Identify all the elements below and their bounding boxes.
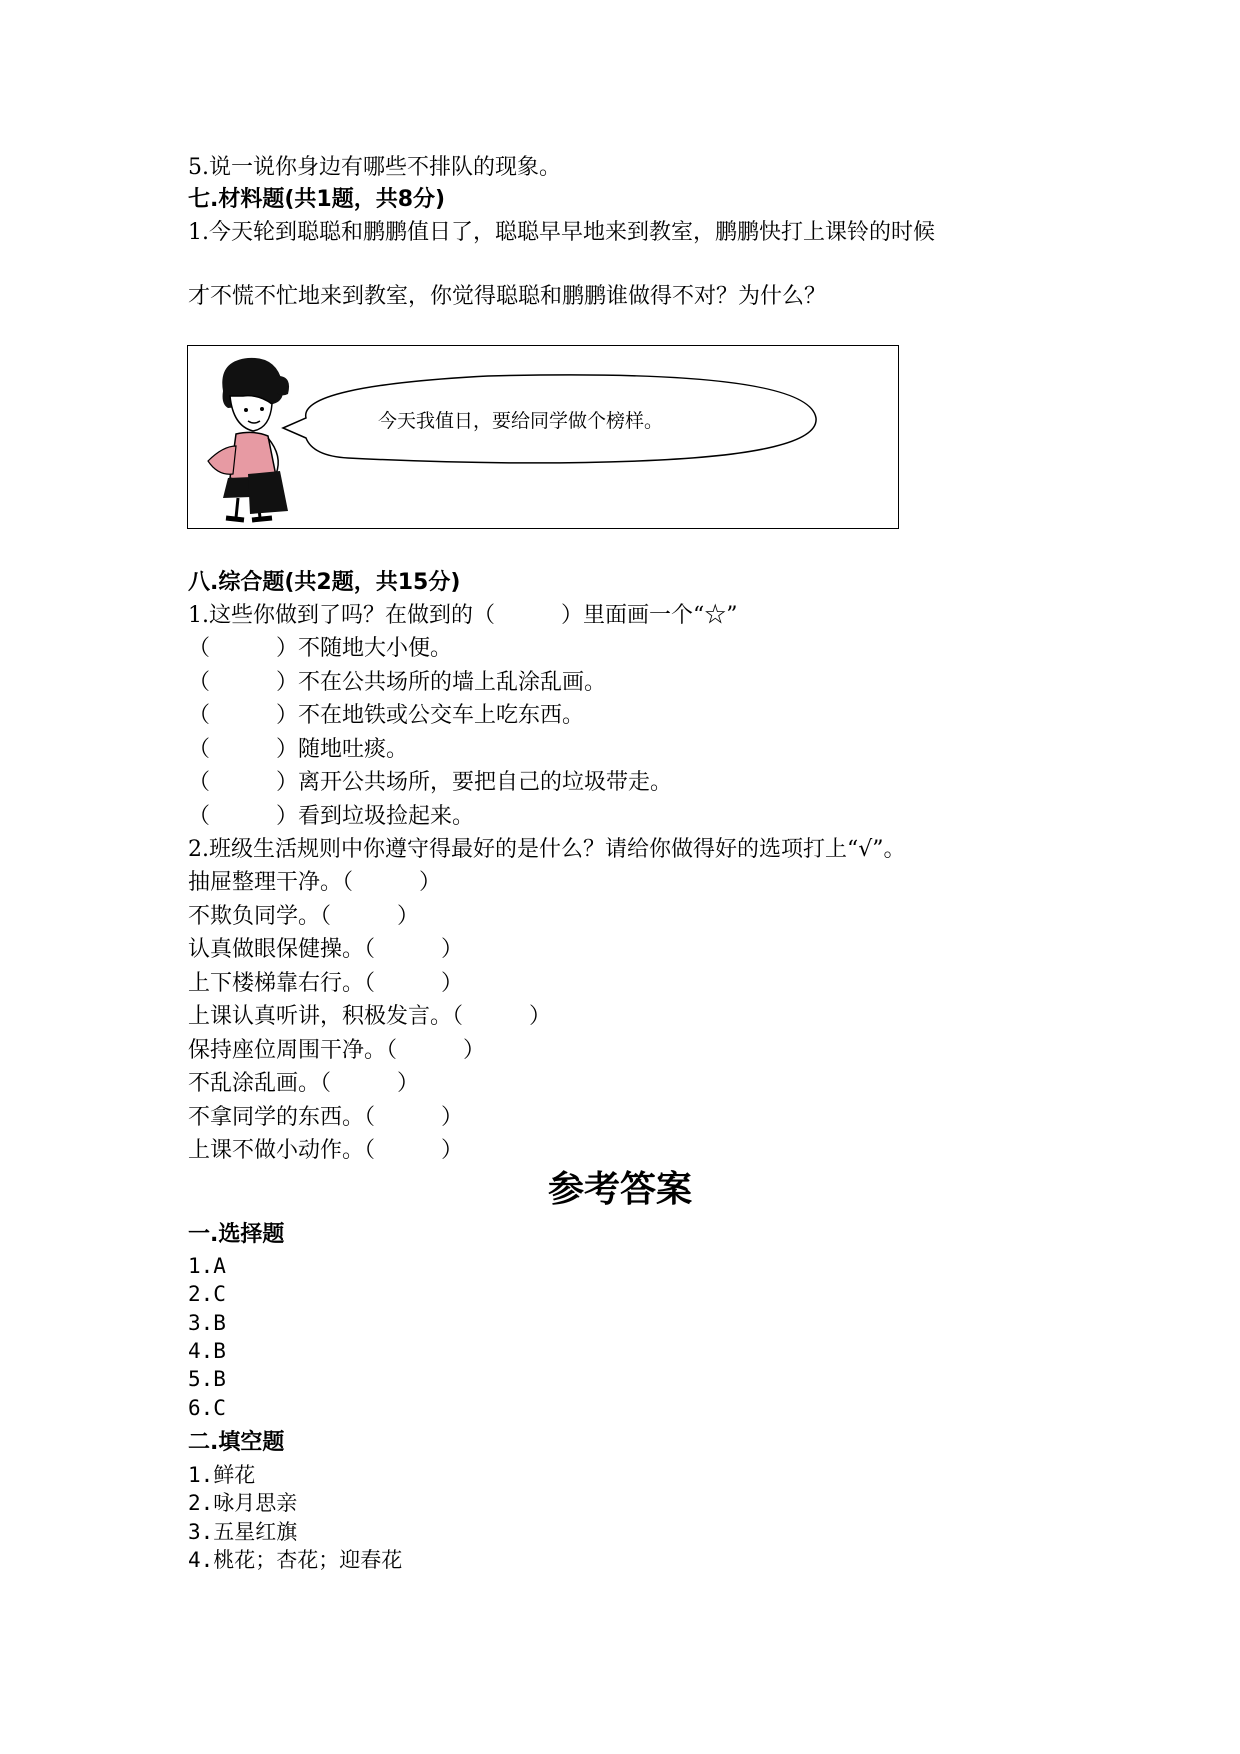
answer-item: 1.A bbox=[188, 1254, 226, 1278]
section-8-question-2-prompt: 2.班级生活规则中你遵守得最好的是什么？请给你做得好的选项打上“√”。 bbox=[188, 837, 906, 862]
illustration-box bbox=[187, 345, 899, 529]
q2-item: 上课认真听讲，积极发言。（ ） bbox=[188, 1004, 552, 1029]
answers-title: 参考答案 bbox=[547, 1169, 692, 1210]
question-5: 5.说一说你身边有哪些不排队的现象。 bbox=[188, 155, 561, 180]
answer-item: 5.B bbox=[188, 1367, 226, 1391]
q2-item: 不欺负同学。（ ） bbox=[188, 904, 420, 929]
q2-item: 保持座位周围干净。（ ） bbox=[188, 1038, 486, 1063]
answer-item: 3.B bbox=[188, 1311, 226, 1335]
q2-item: 抽屉整理干净。（ ） bbox=[188, 870, 442, 895]
q1-item: （ ）不在地铁或公交车上吃东西。 bbox=[188, 703, 585, 728]
answer-item: 4.桃花；杏花；迎春花 bbox=[188, 1548, 403, 1572]
q2-item: 不拿同学的东西。（ ） bbox=[188, 1105, 464, 1130]
q1-item: （ ）不在公共场所的墙上乱涂乱画。 bbox=[188, 670, 607, 695]
answer-item: 1.鲜花 bbox=[188, 1463, 256, 1487]
answers-part-2-heading: 二.填空题 bbox=[188, 1430, 285, 1455]
q2-item: 不乱涂乱画。（ ） bbox=[188, 1071, 420, 1096]
q1-item: （ ）不随地大小便。 bbox=[188, 636, 453, 661]
q2-item: 上课不做小动作。（ ） bbox=[188, 1138, 464, 1163]
q1-item: （ ）离开公共场所，要把自己的垃圾带走。 bbox=[188, 770, 673, 795]
answer-item: 4.B bbox=[188, 1339, 226, 1363]
speech-bubble-text: 今天我值日，要给同学做个榜样。 bbox=[378, 410, 664, 432]
answer-item: 2.C bbox=[188, 1282, 226, 1306]
section-7-question-1-line-1: 1.今天轮到聪聪和鹏鹏值日了，聪聪早早地来到教室，鹏鹏快打上课铃的时候 bbox=[188, 220, 935, 245]
answer-item: 2.咏月思亲 bbox=[188, 1491, 298, 1515]
section-8-question-1-prompt: 1.这些你做到了吗？在做到的（ ）里面画一个“☆” bbox=[188, 603, 738, 628]
answer-item: 6.C bbox=[188, 1396, 226, 1420]
q1-item: （ ）看到垃圾捡起来。 bbox=[188, 804, 475, 829]
q1-item: （ ）随地吐痰。 bbox=[188, 737, 409, 762]
section-8-heading: 八.综合题(共2题，共15分) bbox=[188, 570, 461, 595]
girl-cartoon-illustration bbox=[188, 346, 899, 529]
answers-part-1-heading: 一.选择题 bbox=[188, 1222, 285, 1247]
section-7-question-1-line-2: 才不慌不忙地来到教室，你觉得聪聪和鹏鹏谁做得不对？为什么？ bbox=[188, 284, 827, 309]
section-7-heading: 七.材料题(共1题，共8分) bbox=[188, 187, 446, 212]
q2-item: 上下楼梯靠右行。（ ） bbox=[188, 971, 464, 996]
q2-item: 认真做眼保健操。（ ） bbox=[188, 937, 464, 962]
answer-item: 3.五星红旗 bbox=[188, 1520, 298, 1544]
